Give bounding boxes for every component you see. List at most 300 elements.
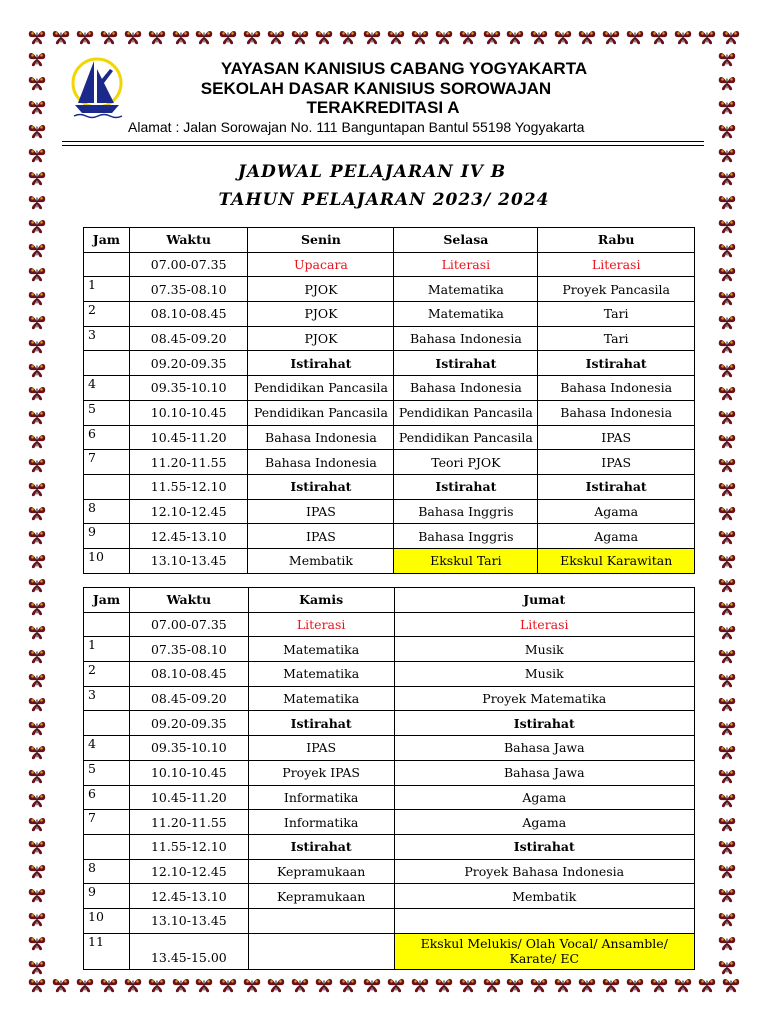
butterfly-icon [28, 408, 46, 426]
cell-jam: 9 [84, 884, 130, 909]
butterfly-icon [219, 976, 237, 994]
table-row [84, 736, 695, 761]
cell-subject: IPAS [538, 425, 695, 450]
cell-break: Istirahat [248, 351, 394, 376]
table-row [84, 810, 695, 835]
butterfly-border-right [718, 50, 740, 976]
butterfly-icon [554, 28, 572, 46]
cell-break: Istirahat [248, 474, 394, 499]
butterfly-icon [626, 28, 644, 46]
butterfly-icon [718, 647, 736, 665]
table-row [84, 400, 695, 425]
butterfly-icon [411, 28, 429, 46]
butterfly-icon [28, 719, 46, 737]
cell-jam: 6 [84, 785, 130, 810]
cell-subject: Proyek Bahasa Indonesia [394, 859, 694, 884]
cell-jam: 2 [84, 302, 130, 327]
cell-jam [84, 834, 130, 859]
butterfly-icon [718, 408, 736, 426]
header-kamis: Kamis [248, 588, 394, 613]
foundation-name: YAYASAN KANISIUS CABANG YOGYAKARTA [220, 59, 588, 78]
butterfly-icon [52, 976, 70, 994]
cell-subject: PJOK [248, 326, 394, 351]
cell-waktu: 08.10-08.45 [129, 302, 248, 327]
table-row [84, 252, 695, 277]
table-row [84, 662, 695, 687]
cell-break: Istirahat [248, 711, 394, 736]
butterfly-icon [124, 28, 142, 46]
cell-waktu: 07.00-07.35 [129, 612, 248, 637]
butterfly-icon [315, 976, 333, 994]
butterfly-icon [718, 838, 736, 856]
cell-waktu: 07.35-08.10 [129, 637, 248, 662]
butterfly-icon [411, 976, 429, 994]
cell-subject: Pendidikan Pancasila [248, 400, 394, 425]
table-header-row [84, 228, 695, 253]
butterfly-icon [387, 28, 405, 46]
cell-break: Istirahat [394, 711, 694, 736]
butterfly-icon [718, 456, 736, 474]
butterfly-icon [28, 838, 46, 856]
butterfly-icon [718, 910, 736, 928]
cell-subject: Teori PJOK [394, 450, 538, 475]
cell-jam: 5 [84, 400, 130, 425]
cell-subject: Pendidikan Pancasila [248, 376, 394, 401]
butterfly-icon [718, 767, 736, 785]
cell-subject: IPAS [248, 524, 394, 549]
butterfly-icon [626, 976, 644, 994]
cell-waktu: 11.20-11.55 [129, 450, 248, 475]
butterfly-icon [718, 337, 736, 355]
butterfly-icon [554, 976, 572, 994]
butterfly-icon [459, 976, 477, 994]
cell-subject: Bahasa Inggris [394, 499, 538, 524]
butterfly-icon [339, 28, 357, 46]
butterfly-icon [100, 28, 118, 46]
header-jam: Jam [84, 588, 130, 613]
butterfly-icon [718, 217, 736, 235]
cell-subject: Bahasa Indonesia [538, 376, 695, 401]
cell-subject: Bahasa Indonesia [248, 450, 394, 475]
butterfly-icon [28, 504, 46, 522]
cell-subject: Bahasa Inggris [394, 524, 538, 549]
header-divider-2 [62, 145, 704, 146]
cell-waktu: 12.45-13.10 [129, 524, 248, 549]
cell-subject: Literasi [394, 612, 694, 637]
cell-jam: 4 [84, 376, 130, 401]
cell-jam: 11 [84, 933, 130, 969]
cell-subject [248, 908, 394, 933]
butterfly-icon [52, 28, 70, 46]
cell-subject: Bahasa Indonesia [538, 400, 695, 425]
cell-break: Istirahat [394, 834, 694, 859]
butterfly-icon [28, 146, 46, 164]
butterfly-icon [718, 361, 736, 379]
cell-waktu: 10.45-11.20 [129, 425, 248, 450]
cell-waktu: 09.35-10.10 [129, 736, 248, 761]
butterfly-icon [718, 313, 736, 331]
butterfly-icon [674, 28, 692, 46]
cell-extracurricular: Ekskul Karawitan [538, 548, 695, 573]
cell-subject: IPAS [538, 450, 695, 475]
table-row [84, 933, 695, 969]
butterfly-border-bottom [28, 976, 740, 998]
butterfly-icon [243, 28, 261, 46]
cell-jam: 7 [84, 450, 130, 475]
butterfly-icon [718, 480, 736, 498]
butterfly-icon [718, 528, 736, 546]
butterfly-icon [28, 695, 46, 713]
butterfly-icon [28, 384, 46, 402]
butterfly-icon [718, 815, 736, 833]
butterfly-icon [100, 976, 118, 994]
school-name: SEKOLAH DASAR KANISIUS SOROWAJAN [200, 79, 552, 98]
butterfly-icon [339, 976, 357, 994]
butterfly-icon [718, 623, 736, 641]
butterfly-icon [718, 146, 736, 164]
butterfly-icon [28, 886, 46, 904]
cell-jam: 4 [84, 736, 130, 761]
cell-subject: Agama [394, 810, 694, 835]
butterfly-icon [718, 791, 736, 809]
cell-waktu: 11.55-12.10 [129, 474, 248, 499]
butterfly-icon [718, 552, 736, 570]
butterfly-icon [291, 28, 309, 46]
butterfly-icon [718, 719, 736, 737]
cell-subject: Proyek Matematika [394, 686, 694, 711]
butterfly-icon [483, 976, 501, 994]
cell-subject: Pendidikan Pancasila [394, 425, 538, 450]
cell-subject: Matematika [248, 637, 394, 662]
cell-jam: 2 [84, 662, 130, 687]
table-row [84, 711, 695, 736]
butterfly-icon [195, 976, 213, 994]
cell-waktu: 08.45-09.20 [129, 326, 248, 351]
table-row [84, 637, 695, 662]
butterfly-icon [722, 28, 740, 46]
cell-extracurricular: Ekskul Tari [394, 548, 538, 573]
school-address: Alamat : Jalan Sorowajan No. 111 Banguntapan Bantul 55198 Yogyakarta [128, 119, 585, 135]
butterfly-icon [28, 480, 46, 498]
cell-subject: Informatika [248, 785, 394, 810]
cell-waktu: 09.35-10.10 [129, 376, 248, 401]
butterfly-icon [530, 976, 548, 994]
cell-jam [84, 612, 130, 637]
cell-waktu: 13.45-15.00 [129, 933, 248, 969]
cell-subject: Membatik [248, 548, 394, 573]
cell-subject: Matematika [394, 277, 538, 302]
butterfly-icon [172, 976, 190, 994]
butterfly-icon [718, 289, 736, 307]
table-row [84, 908, 695, 933]
butterfly-icon [124, 976, 142, 994]
butterfly-icon [718, 504, 736, 522]
cell-break: Istirahat [394, 351, 538, 376]
butterfly-icon [148, 976, 166, 994]
header-senin: Senin [248, 228, 394, 253]
butterfly-icon [195, 28, 213, 46]
cell-jam: 8 [84, 859, 130, 884]
butterfly-icon [28, 671, 46, 689]
butterfly-icon [28, 815, 46, 833]
cell-subject: Bahasa Jawa [394, 760, 694, 785]
table-row [84, 499, 695, 524]
butterfly-icon [28, 361, 46, 379]
cell-waktu: 12.45-13.10 [129, 884, 248, 909]
butterfly-icon [578, 28, 596, 46]
butterfly-icon [28, 599, 46, 617]
table-row [84, 474, 695, 499]
cell-waktu: 08.45-09.20 [129, 686, 248, 711]
cell-subject: Agama [394, 785, 694, 810]
butterfly-icon [602, 976, 620, 994]
cell-subject: Bahasa Jawa [394, 736, 694, 761]
table-row [84, 548, 695, 573]
butterfly-icon [28, 976, 46, 994]
table-row [84, 351, 695, 376]
butterfly-icon [363, 976, 381, 994]
cell-subject [248, 933, 394, 969]
cell-subject: Bahasa Indonesia [394, 376, 538, 401]
table-row [84, 277, 695, 302]
butterfly-icon [718, 432, 736, 450]
header-jumat: Jumat [394, 588, 694, 613]
accreditation: TERAKREDITASI A [306, 98, 460, 117]
butterfly-icon [435, 28, 453, 46]
butterfly-icon [718, 384, 736, 402]
cell-waktu: 09.20-09.35 [129, 711, 248, 736]
butterfly-icon [718, 671, 736, 689]
butterfly-icon [219, 28, 237, 46]
butterfly-icon [718, 743, 736, 761]
table-row [84, 524, 695, 549]
butterfly-icon [28, 552, 46, 570]
butterfly-icon [650, 28, 668, 46]
butterfly-icon [506, 976, 524, 994]
cell-break: Istirahat [248, 834, 394, 859]
cell-subject: Tari [538, 302, 695, 327]
butterfly-icon [28, 862, 46, 880]
cell-subject: Agama [538, 499, 695, 524]
cell-waktu: 07.00-07.35 [129, 252, 248, 277]
cell-subject: Membatik [394, 884, 694, 909]
header-selasa: Selasa [394, 228, 538, 253]
cell-subject: Matematika [394, 302, 538, 327]
butterfly-icon [718, 576, 736, 594]
butterfly-icon [28, 767, 46, 785]
butterfly-icon [28, 958, 46, 976]
cell-jam [84, 252, 130, 277]
cell-waktu: 12.10-12.45 [129, 499, 248, 524]
butterfly-icon [718, 862, 736, 880]
cell-subject: PJOK [248, 302, 394, 327]
cell-jam [84, 711, 130, 736]
butterfly-icon [698, 976, 716, 994]
butterfly-icon [76, 976, 94, 994]
cell-break: Istirahat [394, 474, 538, 499]
butterfly-icon [28, 910, 46, 928]
table-row [84, 450, 695, 475]
table-row [84, 760, 695, 785]
cell-subject: Proyek IPAS [248, 760, 394, 785]
cell-subject: Pendidikan Pancasila [394, 400, 538, 425]
butterfly-icon [28, 576, 46, 594]
cell-jam: 1 [84, 277, 130, 302]
butterfly-icon [718, 599, 736, 617]
butterfly-icon [530, 28, 548, 46]
cell-subject: Kepramukaan [248, 884, 394, 909]
cell-jam: 10 [84, 908, 130, 933]
butterfly-icon [718, 934, 736, 952]
butterfly-icon [718, 886, 736, 904]
butterfly-icon [267, 976, 285, 994]
butterfly-icon [698, 28, 716, 46]
cell-jam: 5 [84, 760, 130, 785]
cell-jam [84, 474, 130, 499]
cell-break: Istirahat [538, 351, 695, 376]
cell-waktu: 13.10-13.45 [129, 908, 248, 933]
cell-subject: Agama [538, 524, 695, 549]
table-row [84, 612, 695, 637]
header-waktu: Waktu [129, 588, 248, 613]
schedule-table-thu-fri [83, 587, 695, 970]
butterfly-icon [718, 695, 736, 713]
header-jam: Jam [84, 228, 130, 253]
cell-subject: Informatika [248, 810, 394, 835]
butterfly-border-top [28, 28, 740, 50]
butterfly-icon [28, 647, 46, 665]
butterfly-icon [28, 28, 46, 46]
butterfly-icon [435, 976, 453, 994]
butterfly-icon [483, 28, 501, 46]
butterfly-icon [718, 958, 736, 976]
cell-subject: Tari [538, 326, 695, 351]
cell-subject: Literasi [538, 252, 695, 277]
cell-subject: IPAS [248, 499, 394, 524]
butterfly-icon [172, 28, 190, 46]
header-waktu: Waktu [129, 228, 248, 253]
butterfly-icon [722, 976, 740, 994]
cell-jam: 6 [84, 425, 130, 450]
cell-break: Istirahat [538, 474, 695, 499]
cell-waktu: 07.35-08.10 [129, 277, 248, 302]
table-row [84, 884, 695, 909]
table-row [84, 859, 695, 884]
cell-jam: 10 [84, 548, 130, 573]
schedule-title: JADWAL PELAJARAN IV B [237, 162, 507, 182]
cell-subject: Bahasa Indonesia [394, 326, 538, 351]
cell-jam [84, 351, 130, 376]
table-row [84, 376, 695, 401]
butterfly-icon [28, 934, 46, 952]
cell-jam: 1 [84, 637, 130, 662]
butterfly-icon [291, 976, 309, 994]
cell-jam: 7 [84, 810, 130, 835]
cell-subject [394, 908, 694, 933]
butterfly-icon [28, 289, 46, 307]
cell-jam: 8 [84, 499, 130, 524]
butterfly-icon [28, 122, 46, 140]
cell-subject: Literasi [248, 612, 394, 637]
butterfly-icon [28, 432, 46, 450]
cell-waktu: 09.20-09.35 [129, 351, 248, 376]
butterfly-icon [718, 241, 736, 259]
butterfly-icon [76, 28, 94, 46]
butterfly-icon [243, 976, 261, 994]
cell-waktu: 11.55-12.10 [129, 834, 248, 859]
butterfly-icon [718, 122, 736, 140]
header-divider [62, 141, 704, 142]
butterfly-icon [363, 28, 381, 46]
butterfly-icon [650, 976, 668, 994]
cell-jam: 3 [84, 686, 130, 711]
cell-subject: IPAS [248, 736, 394, 761]
cell-jam: 9 [84, 524, 130, 549]
cell-subject: PJOK [248, 277, 394, 302]
cell-waktu: 10.10-10.45 [129, 760, 248, 785]
butterfly-icon [718, 265, 736, 283]
cell-jam: 3 [84, 326, 130, 351]
butterfly-icon [578, 976, 596, 994]
cell-subject: Musik [394, 637, 694, 662]
butterfly-border-left [28, 50, 50, 976]
table-row [84, 425, 695, 450]
cell-extracurricular: Ekskul Melukis/ Olah Vocal/ Ansamble/ Karate/ EC [394, 933, 694, 969]
cell-waktu: 13.10-13.45 [129, 548, 248, 573]
cell-subject: Upacara [248, 252, 394, 277]
schedule-table-mon-wed [83, 227, 695, 574]
butterfly-icon [28, 623, 46, 641]
butterfly-icon [315, 28, 333, 46]
cell-waktu: 08.10-08.45 [129, 662, 248, 687]
table-row [84, 785, 695, 810]
butterfly-icon [28, 528, 46, 546]
butterfly-icon [148, 28, 166, 46]
cell-subject: Matematika [248, 662, 394, 687]
butterfly-icon [28, 217, 46, 235]
butterfly-icon [459, 28, 477, 46]
cell-waktu: 11.20-11.55 [129, 810, 248, 835]
cell-subject: Musik [394, 662, 694, 687]
butterfly-icon [28, 743, 46, 761]
cell-subject: Proyek Pancasila [538, 277, 695, 302]
cell-waktu: 10.45-11.20 [129, 785, 248, 810]
cell-waktu: 10.10-10.45 [129, 400, 248, 425]
butterfly-icon [267, 28, 285, 46]
butterfly-icon [602, 28, 620, 46]
cell-waktu: 12.10-12.45 [129, 859, 248, 884]
cell-subject: Bahasa Indonesia [248, 425, 394, 450]
table-row [84, 326, 695, 351]
header-rabu: Rabu [538, 228, 695, 253]
cell-subject: Literasi [394, 252, 538, 277]
butterfly-icon [28, 265, 46, 283]
butterfly-icon [28, 791, 46, 809]
table-header-row [84, 588, 695, 613]
butterfly-icon [28, 456, 46, 474]
butterfly-icon [387, 976, 405, 994]
butterfly-icon [28, 313, 46, 331]
table-row [84, 834, 695, 859]
butterfly-icon [28, 337, 46, 355]
cell-subject: Kepramukaan [248, 859, 394, 884]
butterfly-icon [506, 28, 524, 46]
butterfly-icon [28, 241, 46, 259]
academic-year: TAHUN PELAJARAN 2023/ 2024 [218, 190, 550, 210]
butterfly-icon [674, 976, 692, 994]
table-row [84, 302, 695, 327]
table-row [84, 686, 695, 711]
